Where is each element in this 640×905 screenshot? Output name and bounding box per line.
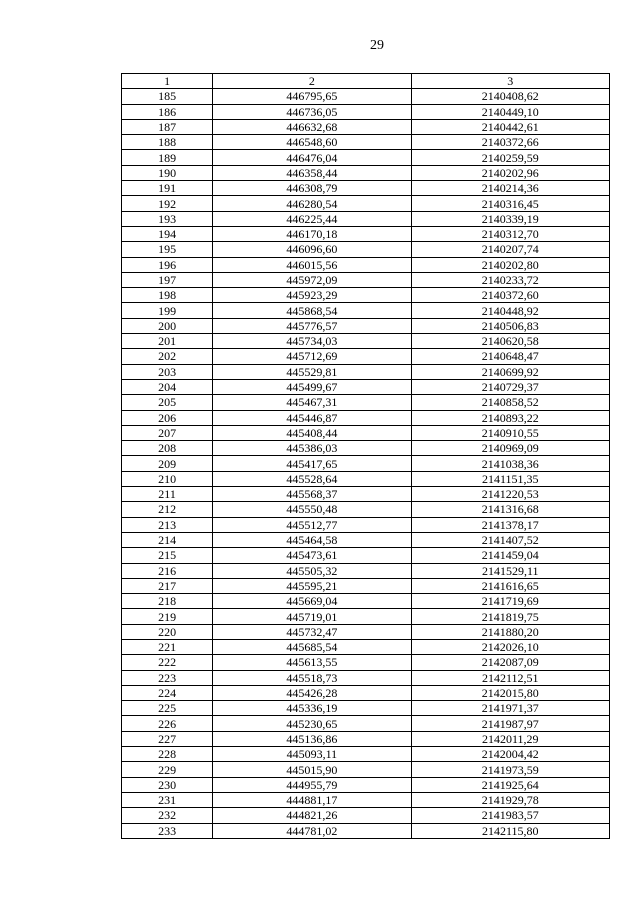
table-row — [122, 701, 610, 716]
point-number-cell: 185 — [122, 89, 213, 104]
table-row — [122, 487, 610, 502]
point-number-cell: 217 — [122, 578, 213, 593]
point-number-cell: 216 — [122, 563, 213, 578]
y-coordinate-cell: 2141038,36 — [411, 456, 609, 471]
table-row — [122, 165, 610, 180]
table-row — [122, 655, 610, 670]
column-header-1: 1 — [122, 74, 213, 89]
y-coordinate-cell: 2140699,92 — [411, 364, 609, 379]
table-row — [122, 288, 610, 303]
table-row — [122, 441, 610, 456]
table-row — [122, 196, 610, 211]
table-header-row — [122, 74, 610, 89]
point-number-cell: 199 — [122, 303, 213, 318]
x-coordinate-cell: 445972,09 — [213, 272, 411, 287]
y-coordinate-cell: 2141407,52 — [411, 532, 609, 547]
x-coordinate-cell: 445446,87 — [213, 410, 411, 425]
y-coordinate-cell: 2142004,42 — [411, 747, 609, 762]
x-coordinate-cell: 445093,11 — [213, 747, 411, 762]
point-number-cell: 208 — [122, 441, 213, 456]
table-row — [122, 716, 610, 731]
x-coordinate-cell: 445719,01 — [213, 609, 411, 624]
x-coordinate-cell: 445512,77 — [213, 517, 411, 532]
y-coordinate-cell: 2142015,80 — [411, 685, 609, 700]
table-row — [122, 242, 610, 257]
y-coordinate-cell: 2140893,22 — [411, 410, 609, 425]
table-row — [122, 257, 610, 272]
table-row — [122, 410, 610, 425]
point-number-cell: 191 — [122, 181, 213, 196]
table-row — [122, 747, 610, 762]
y-coordinate-cell: 2140448,92 — [411, 303, 609, 318]
y-coordinate-cell: 2142011,29 — [411, 731, 609, 746]
y-coordinate-cell: 2141819,75 — [411, 609, 609, 624]
x-coordinate-cell: 445408,44 — [213, 425, 411, 440]
table-row — [122, 395, 610, 410]
table-row — [122, 517, 610, 532]
x-coordinate-cell: 446476,04 — [213, 150, 411, 165]
y-coordinate-cell: 2140858,52 — [411, 395, 609, 410]
y-coordinate-cell: 2140214,36 — [411, 181, 609, 196]
point-number-cell: 203 — [122, 364, 213, 379]
table-row — [122, 272, 610, 287]
point-number-cell: 212 — [122, 502, 213, 517]
x-coordinate-cell: 446308,79 — [213, 181, 411, 196]
table-row — [122, 762, 610, 777]
x-coordinate-cell: 445923,29 — [213, 288, 411, 303]
y-coordinate-cell: 2142115,80 — [411, 823, 609, 838]
point-number-cell: 204 — [122, 379, 213, 394]
y-coordinate-cell: 2140202,80 — [411, 257, 609, 272]
y-coordinate-cell: 2141151,35 — [411, 471, 609, 486]
x-coordinate-cell: 445505,32 — [213, 563, 411, 578]
x-coordinate-cell: 445776,57 — [213, 318, 411, 333]
x-coordinate-cell: 445464,58 — [213, 532, 411, 547]
x-coordinate-cell: 445230,65 — [213, 716, 411, 731]
x-coordinate-cell: 445613,55 — [213, 655, 411, 670]
y-coordinate-cell: 2140312,70 — [411, 226, 609, 241]
x-coordinate-cell: 445685,54 — [213, 639, 411, 654]
x-coordinate-cell: 445595,21 — [213, 578, 411, 593]
point-number-cell: 223 — [122, 670, 213, 685]
point-number-cell: 220 — [122, 624, 213, 639]
table-row — [122, 226, 610, 241]
table-row — [122, 135, 610, 150]
point-number-cell: 209 — [122, 456, 213, 471]
table-row — [122, 502, 610, 517]
table-row — [122, 211, 610, 226]
point-number-cell: 194 — [122, 226, 213, 241]
table-row — [122, 334, 610, 349]
point-number-cell: 222 — [122, 655, 213, 670]
x-coordinate-cell: 445518,73 — [213, 670, 411, 685]
x-coordinate-cell: 445550,48 — [213, 502, 411, 517]
y-coordinate-cell: 2140648,47 — [411, 349, 609, 364]
y-coordinate-cell: 2140339,19 — [411, 211, 609, 226]
table-row — [122, 303, 610, 318]
x-coordinate-cell: 445568,37 — [213, 487, 411, 502]
table-row — [122, 456, 610, 471]
y-coordinate-cell: 2140506,83 — [411, 318, 609, 333]
x-coordinate-cell: 446632,68 — [213, 119, 411, 134]
x-coordinate-cell: 446015,56 — [213, 257, 411, 272]
table-row — [122, 379, 610, 394]
point-number-cell: 189 — [122, 150, 213, 165]
x-coordinate-cell: 445528,64 — [213, 471, 411, 486]
table-row — [122, 181, 610, 196]
point-number-cell: 214 — [122, 532, 213, 547]
table-row — [122, 594, 610, 609]
point-number-cell: 226 — [122, 716, 213, 731]
y-coordinate-cell: 2140620,58 — [411, 334, 609, 349]
point-number-cell: 210 — [122, 471, 213, 486]
y-coordinate-cell: 2141925,64 — [411, 777, 609, 792]
x-coordinate-cell: 445529,81 — [213, 364, 411, 379]
y-coordinate-cell: 2140372,66 — [411, 135, 609, 150]
table-row — [122, 150, 610, 165]
table-row — [122, 578, 610, 593]
table-row — [122, 364, 610, 379]
x-coordinate-cell: 446225,44 — [213, 211, 411, 226]
point-number-cell: 233 — [122, 823, 213, 838]
x-coordinate-cell: 445386,03 — [213, 441, 411, 456]
table-row — [122, 89, 610, 104]
point-number-cell: 219 — [122, 609, 213, 624]
y-coordinate-cell: 2142087,09 — [411, 655, 609, 670]
y-coordinate-cell: 2140408,62 — [411, 89, 609, 104]
point-number-cell: 205 — [122, 395, 213, 410]
y-coordinate-cell: 2141616,65 — [411, 578, 609, 593]
point-number-cell: 193 — [122, 211, 213, 226]
table-row — [122, 624, 610, 639]
y-coordinate-cell: 2141929,78 — [411, 792, 609, 807]
x-coordinate-cell: 446096,60 — [213, 242, 411, 257]
point-number-cell: 213 — [122, 517, 213, 532]
point-number-cell: 229 — [122, 762, 213, 777]
table-row — [122, 670, 610, 685]
point-number-cell: 215 — [122, 548, 213, 563]
point-number-cell: 190 — [122, 165, 213, 180]
coordinates-table — [121, 73, 610, 839]
table-row — [122, 318, 610, 333]
x-coordinate-cell: 445417,65 — [213, 456, 411, 471]
point-number-cell: 206 — [122, 410, 213, 425]
point-number-cell: 232 — [122, 808, 213, 823]
point-number-cell: 197 — [122, 272, 213, 287]
table-row — [122, 808, 610, 823]
table-row — [122, 563, 610, 578]
x-coordinate-cell: 445336,19 — [213, 701, 411, 716]
table-row — [122, 731, 610, 746]
column-header-3: 3 — [411, 74, 609, 89]
y-coordinate-cell: 2141529,11 — [411, 563, 609, 578]
y-coordinate-cell: 2141316,68 — [411, 502, 609, 517]
point-number-cell: 221 — [122, 639, 213, 654]
x-coordinate-cell: 444881,17 — [213, 792, 411, 807]
x-coordinate-cell: 445136,86 — [213, 731, 411, 746]
x-coordinate-cell: 445868,54 — [213, 303, 411, 318]
table-body — [122, 89, 610, 839]
table-row — [122, 609, 610, 624]
table-row — [122, 471, 610, 486]
x-coordinate-cell: 445426,28 — [213, 685, 411, 700]
page-number: 29 — [370, 38, 384, 53]
x-coordinate-cell: 446280,54 — [213, 196, 411, 211]
point-number-cell: 231 — [122, 792, 213, 807]
y-coordinate-cell: 2141987,97 — [411, 716, 609, 731]
y-coordinate-cell: 2140233,72 — [411, 272, 609, 287]
x-coordinate-cell: 445015,90 — [213, 762, 411, 777]
table-row — [122, 548, 610, 563]
point-number-cell: 198 — [122, 288, 213, 303]
table-row — [122, 792, 610, 807]
x-coordinate-cell: 445669,04 — [213, 594, 411, 609]
y-coordinate-cell: 2141973,59 — [411, 762, 609, 777]
y-coordinate-cell: 2141719,69 — [411, 594, 609, 609]
point-number-cell: 187 — [122, 119, 213, 134]
x-coordinate-cell: 445473,61 — [213, 548, 411, 563]
table-row — [122, 532, 610, 547]
point-number-cell: 211 — [122, 487, 213, 502]
x-coordinate-cell: 444821,26 — [213, 808, 411, 823]
point-number-cell: 188 — [122, 135, 213, 150]
y-coordinate-cell: 2140910,55 — [411, 425, 609, 440]
y-coordinate-cell: 2140316,45 — [411, 196, 609, 211]
x-coordinate-cell: 446548,60 — [213, 135, 411, 150]
y-coordinate-cell: 2141971,37 — [411, 701, 609, 716]
point-number-cell: 230 — [122, 777, 213, 792]
y-coordinate-cell: 2141983,57 — [411, 808, 609, 823]
x-coordinate-cell: 446795,65 — [213, 89, 411, 104]
y-coordinate-cell: 2140969,09 — [411, 441, 609, 456]
x-coordinate-cell: 445712,69 — [213, 349, 411, 364]
point-number-cell: 225 — [122, 701, 213, 716]
table-row — [122, 425, 610, 440]
x-coordinate-cell: 446358,44 — [213, 165, 411, 180]
point-number-cell: 195 — [122, 242, 213, 257]
point-number-cell: 224 — [122, 685, 213, 700]
point-number-cell: 196 — [122, 257, 213, 272]
y-coordinate-cell: 2142026,10 — [411, 639, 609, 654]
point-number-cell: 201 — [122, 334, 213, 349]
x-coordinate-cell: 445499,67 — [213, 379, 411, 394]
table-row — [122, 639, 610, 654]
y-coordinate-cell: 2140442,61 — [411, 119, 609, 134]
y-coordinate-cell: 2140259,59 — [411, 150, 609, 165]
point-number-cell: 207 — [122, 425, 213, 440]
point-number-cell: 186 — [122, 104, 213, 119]
point-number-cell: 218 — [122, 594, 213, 609]
table-row — [122, 349, 610, 364]
x-coordinate-cell: 446170,18 — [213, 226, 411, 241]
y-coordinate-cell: 2142112,51 — [411, 670, 609, 685]
y-coordinate-cell: 2140449,10 — [411, 104, 609, 119]
y-coordinate-cell: 2141220,53 — [411, 487, 609, 502]
y-coordinate-cell: 2141459,04 — [411, 548, 609, 563]
table-row — [122, 104, 610, 119]
table-row — [122, 685, 610, 700]
y-coordinate-cell: 2140202,96 — [411, 165, 609, 180]
point-number-cell: 227 — [122, 731, 213, 746]
x-coordinate-cell: 444781,02 — [213, 823, 411, 838]
table-row — [122, 823, 610, 838]
y-coordinate-cell: 2140372,60 — [411, 288, 609, 303]
y-coordinate-cell: 2141880,20 — [411, 624, 609, 639]
x-coordinate-cell: 446736,05 — [213, 104, 411, 119]
table-row — [122, 777, 610, 792]
x-coordinate-cell: 445732,47 — [213, 624, 411, 639]
column-header-2: 2 — [213, 74, 411, 89]
point-number-cell: 228 — [122, 747, 213, 762]
point-number-cell: 200 — [122, 318, 213, 333]
y-coordinate-cell: 2141378,17 — [411, 517, 609, 532]
x-coordinate-cell: 444955,79 — [213, 777, 411, 792]
table-row — [122, 119, 610, 134]
point-number-cell: 202 — [122, 349, 213, 364]
x-coordinate-cell: 445467,31 — [213, 395, 411, 410]
y-coordinate-cell: 2140207,74 — [411, 242, 609, 257]
y-coordinate-cell: 2140729,37 — [411, 379, 609, 394]
x-coordinate-cell: 445734,03 — [213, 334, 411, 349]
point-number-cell: 192 — [122, 196, 213, 211]
